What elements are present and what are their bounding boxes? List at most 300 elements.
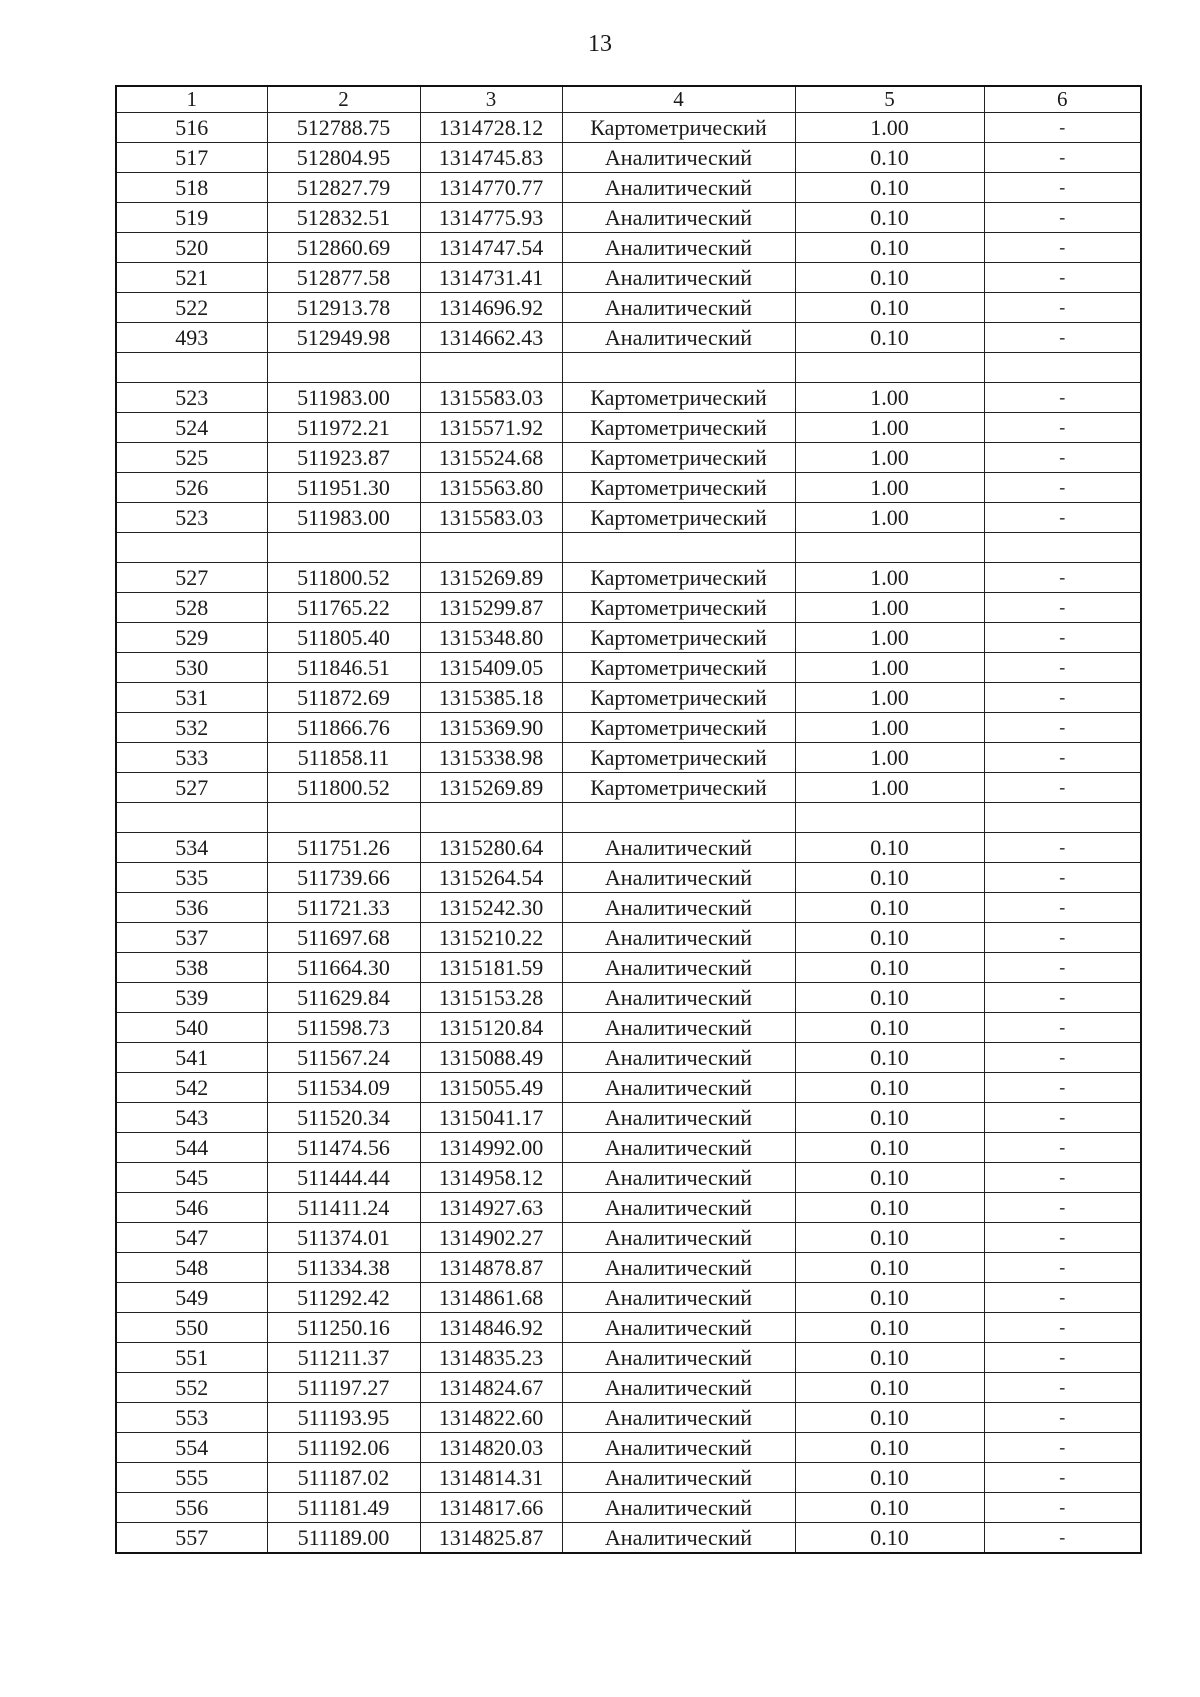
column-header: 4 (562, 86, 795, 113)
separator-row (116, 353, 1141, 383)
table-row (116, 1133, 1141, 1163)
method-cell: Картометрический (562, 443, 795, 473)
method-cell: Аналитический (562, 1073, 795, 1103)
note-cell: - (984, 1373, 1141, 1403)
x-coordinate-cell: 511972.21 (267, 413, 420, 443)
note-cell: - (984, 653, 1141, 683)
point-number-cell: 526 (116, 473, 267, 503)
x-coordinate-cell: 512877.58 (267, 263, 420, 293)
point-number-cell (116, 353, 267, 383)
y-coordinate-cell: 1314745.83 (420, 143, 562, 173)
method-cell: Картометрический (562, 503, 795, 533)
note-cell: - (984, 203, 1141, 233)
y-coordinate-cell: 1315120.84 (420, 1013, 562, 1043)
point-number-cell (116, 803, 267, 833)
point-number-cell: 518 (116, 173, 267, 203)
note-cell: - (984, 1073, 1141, 1103)
y-coordinate-cell: 1314927.63 (420, 1193, 562, 1223)
point-number-cell: 533 (116, 743, 267, 773)
point-number-cell: 493 (116, 323, 267, 353)
accuracy-cell: 0.10 (795, 1403, 984, 1433)
method-cell: Аналитический (562, 323, 795, 353)
accuracy-cell: 0.10 (795, 1523, 984, 1554)
method-cell: Аналитический (562, 1313, 795, 1343)
table-row (116, 893, 1141, 923)
point-number-cell: 535 (116, 863, 267, 893)
method-cell (562, 803, 795, 833)
column-header: 2 (267, 86, 420, 113)
y-coordinate-cell: 1314747.54 (420, 233, 562, 263)
table-row (116, 623, 1141, 653)
note-cell: - (984, 113, 1141, 143)
y-coordinate-cell: 1315385.18 (420, 683, 562, 713)
accuracy-cell (795, 533, 984, 563)
y-coordinate-cell: 1315583.03 (420, 503, 562, 533)
table-row (116, 233, 1141, 263)
separator-row (116, 803, 1141, 833)
table-row (116, 1163, 1141, 1193)
note-cell: - (984, 473, 1141, 503)
accuracy-cell: 1.00 (795, 113, 984, 143)
note-cell: - (984, 233, 1141, 263)
note-cell: - (984, 1133, 1141, 1163)
table-row (116, 743, 1141, 773)
accuracy-cell (795, 353, 984, 383)
x-coordinate-cell: 511474.56 (267, 1133, 420, 1163)
y-coordinate-cell: 1314728.12 (420, 113, 562, 143)
note-cell: - (984, 1523, 1141, 1554)
method-cell: Аналитический (562, 1043, 795, 1073)
method-cell: Аналитический (562, 1403, 795, 1433)
table-row (116, 443, 1141, 473)
accuracy-cell: 1.00 (795, 383, 984, 413)
point-number-cell: 542 (116, 1073, 267, 1103)
point-number-cell: 553 (116, 1403, 267, 1433)
method-cell: Аналитический (562, 143, 795, 173)
table-row (116, 203, 1141, 233)
table-row (116, 653, 1141, 683)
accuracy-cell: 1.00 (795, 503, 984, 533)
method-cell: Аналитический (562, 1493, 795, 1523)
point-number-cell: 527 (116, 563, 267, 593)
y-coordinate-cell: 1314662.43 (420, 323, 562, 353)
note-cell (984, 353, 1141, 383)
x-coordinate-cell: 511951.30 (267, 473, 420, 503)
table-row (116, 1253, 1141, 1283)
note-cell: - (984, 953, 1141, 983)
accuracy-cell: 1.00 (795, 653, 984, 683)
table-row (116, 683, 1141, 713)
y-coordinate-cell: 1314835.23 (420, 1343, 562, 1373)
accuracy-cell: 0.10 (795, 863, 984, 893)
x-coordinate-cell: 511197.27 (267, 1373, 420, 1403)
method-cell: Аналитический (562, 1163, 795, 1193)
point-number-cell: 538 (116, 953, 267, 983)
accuracy-cell: 0.10 (795, 1283, 984, 1313)
accuracy-cell: 0.10 (795, 893, 984, 923)
accuracy-cell: 0.10 (795, 323, 984, 353)
table-row (116, 1403, 1141, 1433)
point-number-cell: 539 (116, 983, 267, 1013)
table-row (116, 833, 1141, 863)
x-coordinate-cell: 512804.95 (267, 143, 420, 173)
x-coordinate-cell: 511765.22 (267, 593, 420, 623)
x-coordinate-cell: 511411.24 (267, 1193, 420, 1223)
y-coordinate-cell: 1315264.54 (420, 863, 562, 893)
method-cell: Картометрический (562, 413, 795, 443)
x-coordinate-cell: 512949.98 (267, 323, 420, 353)
accuracy-cell: 0.10 (795, 203, 984, 233)
point-number-cell: 527 (116, 773, 267, 803)
method-cell: Аналитический (562, 293, 795, 323)
y-coordinate-cell: 1315338.98 (420, 743, 562, 773)
x-coordinate-cell: 511866.76 (267, 713, 420, 743)
accuracy-cell: 1.00 (795, 563, 984, 593)
x-coordinate-cell: 511805.40 (267, 623, 420, 653)
method-cell: Аналитический (562, 983, 795, 1013)
y-coordinate-cell: 1315583.03 (420, 383, 562, 413)
accuracy-cell: 0.10 (795, 1133, 984, 1163)
accuracy-cell: 0.10 (795, 293, 984, 323)
note-cell: - (984, 1043, 1141, 1073)
x-coordinate-cell: 511193.95 (267, 1403, 420, 1433)
table-row (116, 1103, 1141, 1133)
note-cell (984, 803, 1141, 833)
accuracy-cell: 1.00 (795, 713, 984, 743)
note-cell: - (984, 293, 1141, 323)
x-coordinate-cell: 511800.52 (267, 773, 420, 803)
accuracy-cell: 0.10 (795, 923, 984, 953)
x-coordinate-cell: 512913.78 (267, 293, 420, 323)
table-row (116, 713, 1141, 743)
point-number-cell: 556 (116, 1493, 267, 1523)
accuracy-cell: 0.10 (795, 1043, 984, 1073)
column-header: 3 (420, 86, 562, 113)
method-cell (562, 353, 795, 383)
x-coordinate-cell: 512860.69 (267, 233, 420, 263)
point-number-cell: 522 (116, 293, 267, 323)
table-row (116, 1013, 1141, 1043)
table-row (116, 1193, 1141, 1223)
table-row (116, 563, 1141, 593)
table-row (116, 1463, 1141, 1493)
method-cell: Аналитический (562, 1133, 795, 1163)
method-cell: Аналитический (562, 1433, 795, 1463)
x-coordinate-cell: 511250.16 (267, 1313, 420, 1343)
note-cell: - (984, 263, 1141, 293)
page-number: 13 (588, 31, 612, 57)
y-coordinate-cell (420, 353, 562, 383)
point-number-cell: 525 (116, 443, 267, 473)
x-coordinate-cell: 511211.37 (267, 1343, 420, 1373)
table-row (116, 413, 1141, 443)
x-coordinate-cell: 511534.09 (267, 1073, 420, 1103)
y-coordinate-cell: 1315571.92 (420, 413, 562, 443)
accuracy-cell: 0.10 (795, 143, 984, 173)
point-number-cell: 548 (116, 1253, 267, 1283)
y-coordinate-cell: 1315242.30 (420, 893, 562, 923)
point-number-cell: 536 (116, 893, 267, 923)
table-body (116, 86, 1141, 1553)
accuracy-cell: 0.10 (795, 953, 984, 983)
method-cell: Аналитический (562, 263, 795, 293)
note-cell: - (984, 1433, 1141, 1463)
note-cell: - (984, 743, 1141, 773)
accuracy-cell: 0.10 (795, 263, 984, 293)
y-coordinate-cell: 1315153.28 (420, 983, 562, 1013)
x-coordinate-cell: 511374.01 (267, 1223, 420, 1253)
table-row (116, 293, 1141, 323)
note-cell: - (984, 1283, 1141, 1313)
table-row (116, 1373, 1141, 1403)
table-row (116, 1283, 1141, 1313)
x-coordinate-cell: 511192.06 (267, 1433, 420, 1463)
point-number-cell: 549 (116, 1283, 267, 1313)
table-row (116, 983, 1141, 1013)
table-row (116, 923, 1141, 953)
method-cell: Аналитический (562, 893, 795, 923)
x-coordinate-cell: 511872.69 (267, 683, 420, 713)
separator-row (116, 533, 1141, 563)
method-cell: Аналитический (562, 173, 795, 203)
method-cell (562, 533, 795, 563)
table-row (116, 1523, 1141, 1554)
method-cell: Аналитический (562, 1523, 795, 1554)
note-cell: - (984, 443, 1141, 473)
table-row (116, 143, 1141, 173)
table-row (116, 1433, 1141, 1463)
table-row (116, 773, 1141, 803)
y-coordinate-cell: 1315055.49 (420, 1073, 562, 1103)
accuracy-cell: 0.10 (795, 1313, 984, 1343)
note-cell: - (984, 1013, 1141, 1043)
accuracy-cell: 0.10 (795, 1463, 984, 1493)
method-cell: Картометрический (562, 473, 795, 503)
note-cell: - (984, 863, 1141, 893)
x-coordinate-cell: 511334.38 (267, 1253, 420, 1283)
x-coordinate-cell: 511721.33 (267, 893, 420, 923)
method-cell: Аналитический (562, 233, 795, 263)
point-number-cell: 523 (116, 383, 267, 413)
point-number-cell: 517 (116, 143, 267, 173)
table-row (116, 1313, 1141, 1343)
y-coordinate-cell: 1314731.41 (420, 263, 562, 293)
point-number-cell: 523 (116, 503, 267, 533)
point-number-cell (116, 533, 267, 563)
point-number-cell: 531 (116, 683, 267, 713)
y-coordinate-cell: 1314902.27 (420, 1223, 562, 1253)
point-number-cell: 534 (116, 833, 267, 863)
table-row (116, 953, 1141, 983)
y-coordinate-cell: 1314992.00 (420, 1133, 562, 1163)
accuracy-cell: 0.10 (795, 1013, 984, 1043)
y-coordinate-cell: 1315563.80 (420, 473, 562, 503)
x-coordinate-cell: 511751.26 (267, 833, 420, 863)
y-coordinate-cell: 1314820.03 (420, 1433, 562, 1463)
x-coordinate-cell: 511846.51 (267, 653, 420, 683)
note-cell: - (984, 893, 1141, 923)
method-cell: Картометрический (562, 773, 795, 803)
accuracy-cell: 0.10 (795, 1253, 984, 1283)
x-coordinate-cell: 511629.84 (267, 983, 420, 1013)
y-coordinate-cell: 1314775.93 (420, 203, 562, 233)
point-number-cell: 516 (116, 113, 267, 143)
note-cell: - (984, 683, 1141, 713)
accuracy-cell: 1.00 (795, 413, 984, 443)
note-cell: - (984, 1313, 1141, 1343)
x-coordinate-cell: 511567.24 (267, 1043, 420, 1073)
note-cell: - (984, 383, 1141, 413)
method-cell: Картометрический (562, 653, 795, 683)
y-coordinate-cell: 1314861.68 (420, 1283, 562, 1313)
accuracy-cell: 1.00 (795, 623, 984, 653)
note-cell: - (984, 923, 1141, 953)
method-cell: Аналитический (562, 1253, 795, 1283)
point-number-cell: 537 (116, 923, 267, 953)
accuracy-cell: 0.10 (795, 1103, 984, 1133)
y-coordinate-cell (420, 533, 562, 563)
point-number-cell: 555 (116, 1463, 267, 1493)
table-header-row (116, 86, 1141, 113)
x-coordinate-cell: 511858.11 (267, 743, 420, 773)
table-row (116, 503, 1141, 533)
method-cell: Картометрический (562, 683, 795, 713)
table-row (116, 173, 1141, 203)
y-coordinate-cell: 1315524.68 (420, 443, 562, 473)
table-row (116, 1043, 1141, 1073)
x-coordinate-cell: 512832.51 (267, 203, 420, 233)
point-number-cell: 521 (116, 263, 267, 293)
point-number-cell: 540 (116, 1013, 267, 1043)
accuracy-cell: 0.10 (795, 173, 984, 203)
point-number-cell: 557 (116, 1523, 267, 1554)
y-coordinate-cell: 1315369.90 (420, 713, 562, 743)
accuracy-cell: 1.00 (795, 683, 984, 713)
note-cell: - (984, 833, 1141, 863)
accuracy-cell: 0.10 (795, 983, 984, 1013)
point-number-cell: 552 (116, 1373, 267, 1403)
note-cell: - (984, 1253, 1141, 1283)
method-cell: Аналитический (562, 1223, 795, 1253)
note-cell: - (984, 1193, 1141, 1223)
y-coordinate-cell: 1314696.92 (420, 293, 562, 323)
point-number-cell: 524 (116, 413, 267, 443)
method-cell: Аналитический (562, 863, 795, 893)
accuracy-cell: 0.10 (795, 1433, 984, 1463)
note-cell: - (984, 323, 1141, 353)
y-coordinate-cell: 1315088.49 (420, 1043, 562, 1073)
accuracy-cell: 0.10 (795, 1193, 984, 1223)
note-cell: - (984, 773, 1141, 803)
method-cell: Аналитический (562, 1343, 795, 1373)
x-coordinate-cell (267, 803, 420, 833)
x-coordinate-cell: 511983.00 (267, 503, 420, 533)
x-coordinate-cell: 511739.66 (267, 863, 420, 893)
point-number-cell: 550 (116, 1313, 267, 1343)
column-header: 5 (795, 86, 984, 113)
method-cell: Аналитический (562, 833, 795, 863)
accuracy-cell: 1.00 (795, 473, 984, 503)
note-cell: - (984, 983, 1141, 1013)
point-number-cell: 551 (116, 1343, 267, 1373)
x-coordinate-cell: 511923.87 (267, 443, 420, 473)
table-row (116, 1493, 1141, 1523)
table-row (116, 1073, 1141, 1103)
note-cell (984, 533, 1141, 563)
method-cell: Картометрический (562, 623, 795, 653)
method-cell: Картометрический (562, 113, 795, 143)
x-coordinate-cell: 511697.68 (267, 923, 420, 953)
note-cell: - (984, 593, 1141, 623)
accuracy-cell: 1.00 (795, 443, 984, 473)
x-coordinate-cell: 511664.30 (267, 953, 420, 983)
y-coordinate-cell (420, 803, 562, 833)
note-cell: - (984, 1343, 1141, 1373)
point-number-cell: 547 (116, 1223, 267, 1253)
point-number-cell: 530 (116, 653, 267, 683)
x-coordinate-cell: 511187.02 (267, 1463, 420, 1493)
y-coordinate-cell: 1315041.17 (420, 1103, 562, 1133)
y-coordinate-cell: 1314824.67 (420, 1373, 562, 1403)
accuracy-cell: 0.10 (795, 1493, 984, 1523)
method-cell: Аналитический (562, 203, 795, 233)
table-row (116, 1343, 1141, 1373)
y-coordinate-cell: 1315269.89 (420, 563, 562, 593)
x-coordinate-cell: 512788.75 (267, 113, 420, 143)
point-number-cell: 528 (116, 593, 267, 623)
table-row (116, 383, 1141, 413)
note-cell: - (984, 563, 1141, 593)
coordinates-table (115, 85, 1142, 1554)
x-coordinate-cell: 511598.73 (267, 1013, 420, 1043)
method-cell: Картометрический (562, 743, 795, 773)
table-row (116, 593, 1141, 623)
method-cell: Аналитический (562, 1013, 795, 1043)
x-coordinate-cell: 511800.52 (267, 563, 420, 593)
y-coordinate-cell: 1314817.66 (420, 1493, 562, 1523)
method-cell: Аналитический (562, 923, 795, 953)
point-number-cell: 544 (116, 1133, 267, 1163)
x-coordinate-cell (267, 533, 420, 563)
method-cell: Картометрический (562, 593, 795, 623)
point-number-cell: 520 (116, 233, 267, 263)
note-cell: - (984, 1223, 1141, 1253)
accuracy-cell: 1.00 (795, 593, 984, 623)
method-cell: Картометрический (562, 383, 795, 413)
accuracy-cell: 0.10 (795, 1163, 984, 1193)
note-cell: - (984, 1493, 1141, 1523)
accuracy-cell (795, 803, 984, 833)
point-number-cell: 532 (116, 713, 267, 743)
table-row (116, 323, 1141, 353)
y-coordinate-cell: 1315409.05 (420, 653, 562, 683)
point-number-cell: 554 (116, 1433, 267, 1463)
y-coordinate-cell: 1314814.31 (420, 1463, 562, 1493)
x-coordinate-cell (267, 353, 420, 383)
y-coordinate-cell: 1314825.87 (420, 1523, 562, 1554)
x-coordinate-cell: 511444.44 (267, 1163, 420, 1193)
method-cell: Аналитический (562, 953, 795, 983)
x-coordinate-cell: 511292.42 (267, 1283, 420, 1313)
table-row (116, 863, 1141, 893)
point-number-cell: 519 (116, 203, 267, 233)
accuracy-cell: 0.10 (795, 1223, 984, 1253)
y-coordinate-cell: 1314878.87 (420, 1253, 562, 1283)
point-number-cell: 541 (116, 1043, 267, 1073)
x-coordinate-cell: 511189.00 (267, 1523, 420, 1554)
point-number-cell: 543 (116, 1103, 267, 1133)
method-cell: Аналитический (562, 1283, 795, 1313)
